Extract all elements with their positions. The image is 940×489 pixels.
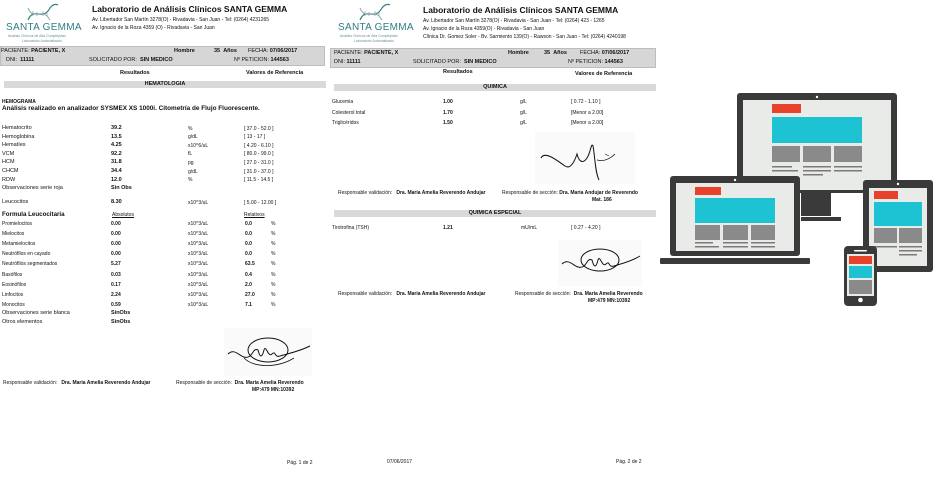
- formula-unit: x10^3/uL: [188, 281, 209, 288]
- formula-absolute: 0.03: [111, 271, 121, 278]
- obs-roja-value: Sin Obs: [111, 185, 132, 191]
- patient-name: PACIENTE, X: [31, 48, 66, 54]
- lab-title: Laboratorio de Análisis Clínicos SANTA GEMMA: [92, 4, 288, 14]
- reference-column-header: Valores de Referencia: [246, 70, 304, 76]
- test-unit: mU/mL: [521, 225, 538, 231]
- page-number-2: Pág. 2 de 2: [616, 459, 642, 465]
- formula-unit: x10^3/uL: [188, 261, 209, 268]
- formula-relative: 63.5: [245, 261, 255, 268]
- smartphone-icon: [844, 246, 877, 306]
- report-page-1: [0, 0, 325, 489]
- test-value: 1.70: [443, 109, 453, 116]
- formula-absolute: 0.17: [111, 281, 121, 288]
- test-value: 1.00: [443, 99, 453, 105]
- patient-sex: Hombre: [508, 50, 529, 56]
- formula-unit: x10^3/uL: [188, 291, 209, 298]
- logo-subtitle: Laboratorio Automatizado: [354, 39, 394, 43]
- formula-unit: x10^3/uL: [188, 241, 209, 248]
- test-reference: [ 13 - 17 ]: [244, 134, 266, 141]
- validation-responsible: Responsable validación: Dra. Maria Amelia Reverendo Andujar: [3, 380, 151, 386]
- logo-tagline: Análisis Clínicos de Alta Complejidad: [8, 34, 66, 38]
- formula-percent: %: [271, 221, 276, 227]
- formula-percent: %: [271, 231, 276, 238]
- test-name: VCM: [2, 150, 15, 157]
- test-value: 12.0: [111, 176, 122, 183]
- formula-absolute: 0.59: [111, 301, 121, 308]
- page-number-1: Pág. 1 de 2: [287, 460, 313, 466]
- absolutos-header: Absolutos: [112, 212, 134, 218]
- analyzer-note: Análisis realizado en analizador SYSMEX XS 1000i. Citometría de Flujo Fluorescente.: [2, 105, 260, 112]
- test-reference: [ 4.20 - 6.10 ]: [244, 142, 274, 149]
- request-number: Nº PETICION: 144563: [234, 57, 289, 63]
- formula-relative: 0.0: [245, 221, 252, 227]
- formula-absolute: 5.27: [111, 261, 121, 268]
- formula-name: Neutrófilos segmentados: [2, 261, 58, 268]
- test-value: 31.8: [111, 159, 122, 166]
- reference-column-header: Valores de Referencia: [575, 71, 633, 77]
- logo-name: SANTA GEMMA: [338, 22, 414, 33]
- patient-dni: DNI: 11111: [334, 59, 361, 65]
- test-unit: fL: [188, 151, 193, 158]
- formula-absolute: 0.00: [111, 241, 121, 248]
- signature-icon: [535, 132, 635, 184]
- formula-percent: %: [271, 281, 276, 288]
- test-name: Hematocrito: [2, 125, 32, 131]
- test-value: 1.21: [443, 225, 453, 231]
- lab-logo-2: [336, 2, 414, 44]
- formula-percent: %: [271, 271, 276, 278]
- formula-percent: %: [271, 301, 276, 308]
- test-unit: x10^6/uL: [188, 142, 209, 149]
- test-reference: [ 80.0 - 99.0 ]: [244, 151, 274, 158]
- formula-name: Metamielocitos: [2, 241, 36, 248]
- patient-sex: Hombre: [174, 48, 195, 54]
- results-column-header: Resultados: [443, 69, 473, 75]
- test-name: HCM: [2, 159, 15, 166]
- section-responsible: Responsable de sección: Dra. Maria Amelia Reverendo: [515, 291, 643, 297]
- section-quimica-especial: QUIMICA ESPECIAL: [334, 210, 656, 217]
- test-reference: [ 31.0 - 37.0 ]: [244, 168, 274, 175]
- test-reference: [ 0.72 - 1.10 ]: [571, 99, 601, 105]
- signature-image: [535, 132, 635, 184]
- test-reference: [ 27.0 - 31.0 ]: [244, 159, 274, 166]
- formula-name: Eosinófilos: [2, 281, 27, 288]
- test-value: 13.5: [111, 133, 122, 140]
- section-responsible-mat: MP:479 MN:10392: [252, 387, 295, 393]
- lab-address-1: Av. Libertador San Martín 3278(O) - Rivadavia - San Juan - Tel: (0264) 4231265: [92, 17, 270, 23]
- lab-logo: [4, 2, 82, 44]
- test-name: Hemoglobina: [2, 133, 35, 140]
- formula-name: Monocitos: [2, 301, 25, 308]
- validation-responsible: Responsable validación: Dra. Maria Amelia Reverendo Andujar: [338, 291, 486, 297]
- test-reference: [Menor a 2.00]: [571, 120, 604, 126]
- formula-name: Basófilos: [2, 271, 23, 278]
- test-value: 34.4: [111, 168, 122, 174]
- leucocitos-value: 8.30: [111, 199, 122, 205]
- test-name: RDW: [2, 176, 16, 183]
- test-value: 1.50: [443, 120, 453, 126]
- test-unit: %: [188, 177, 193, 184]
- dna-logo-icon: [356, 2, 392, 24]
- section-responsible-mat: Mat. 186: [592, 197, 612, 203]
- patient-label: PACIENTE: PACIENTE, X: [334, 50, 399, 56]
- patient-age: 35 Años: [214, 48, 237, 54]
- formula-relative: 27.0: [245, 291, 255, 298]
- obs-roja-label: Observaciones serie roja: [2, 185, 63, 191]
- test-name: Tirotrofina (TSH): [332, 225, 370, 231]
- otros-label: Otros elementos: [2, 319, 43, 325]
- formula-unit: x10^3/uL: [188, 251, 209, 258]
- logo-name: SANTA GEMMA: [6, 22, 82, 33]
- test-name: CHCM: [2, 168, 19, 174]
- test-unit: g/L: [520, 109, 527, 116]
- formula-relative: 0.0: [245, 241, 252, 248]
- lab-address-3: Clínica Dr. Gomez Soler - Bv. Sarmiento 139(O) - Rawson - San Juan - Tel: (0264) 4240198: [423, 34, 626, 40]
- lab-address-2: Av. Ignacio de la Roza 4359 (O) - Rivadavia - San Juan: [92, 25, 215, 31]
- patient-name: PACIENTE, X: [364, 50, 399, 56]
- signature-icon: [224, 328, 312, 376]
- signature-image: [224, 328, 312, 376]
- leucocitos-name: Leucocitos: [2, 199, 29, 205]
- test-name: Glucemia: [332, 99, 354, 105]
- formula-unit: x10^3/uL: [188, 271, 209, 278]
- test-unit: g/dL: [188, 134, 198, 141]
- footer-date: 07/06/2017: [387, 459, 413, 465]
- formula-relative: 7.1: [245, 301, 252, 308]
- patient-dni: DNI: 11111: [6, 57, 35, 63]
- formula-percent: %: [271, 261, 276, 268]
- formula-percent: %: [271, 251, 276, 258]
- test-unit: g/L: [520, 120, 527, 126]
- formula-name: Mielocitos: [2, 231, 25, 238]
- request-number: Nº PETICION: 144563: [568, 59, 623, 65]
- formula-absolute: 0.00: [111, 221, 121, 227]
- formula-relative: 0.0: [245, 251, 252, 258]
- formula-name: Promielocitos: [2, 221, 33, 227]
- formula-relative: 0.4: [245, 271, 252, 278]
- report-date: FECHA: 07/06/2017: [248, 48, 298, 54]
- subsection-hemograma: HEMOGRAMA: [2, 99, 36, 105]
- test-name: Triglicéridos: [332, 120, 359, 126]
- results-column-header: Resultados: [120, 70, 150, 76]
- test-value: 4.25: [111, 142, 122, 149]
- logo-tagline: Análisis Clínicos de Alta Complejidad: [340, 34, 398, 38]
- formula-name: Neutrófilos en cayado: [2, 251, 51, 258]
- section-responsible: Responsable de sección: Dra. Maria Amelia Reverendo: [176, 380, 304, 386]
- test-name: Colesterol total: [332, 109, 366, 116]
- test-unit: g/L: [520, 99, 527, 105]
- formula-percent: %: [271, 241, 276, 248]
- formula-relative: 2.0: [245, 281, 252, 288]
- otros-value: SinObs: [111, 319, 131, 325]
- leucocitos-ref: [ 5.00 - 12.00 ]: [244, 200, 277, 206]
- section-responsible-mat: MP:479 MN:10392: [588, 298, 631, 304]
- test-unit: g/dL: [188, 168, 198, 175]
- formula-unit: x10^3/uL: [188, 221, 209, 227]
- test-reference: [ 0.27 - 4.20 ]: [571, 225, 601, 231]
- obs-blanca-label: Observaciones serie blanca: [2, 310, 70, 316]
- report-page-2: [330, 0, 658, 489]
- logo-subtitle: Laboratorio Automatizado: [22, 39, 62, 43]
- test-value: 92.2: [111, 150, 122, 157]
- requested-by: SOLICITADO POR: SIN MEDICO: [413, 59, 497, 65]
- formula-name: Linfocitos: [2, 291, 24, 298]
- test-unit: pg: [188, 159, 194, 166]
- test-reference: [Menor a 2.00]: [571, 109, 604, 116]
- test-reference: [ 37.0 - 52.0 ]: [244, 125, 274, 132]
- dna-logo-icon: [24, 2, 60, 24]
- test-unit: %: [188, 125, 193, 132]
- lab-address-2: Av. Ignacio de la Roza 4359(O) - Rivadavia - San Juan: [423, 26, 545, 32]
- report-date: FECHA: 07/06/2017: [580, 50, 630, 56]
- responsive-devices-illustration: [655, 80, 938, 310]
- signature-image: [558, 240, 642, 286]
- formula-unit: x10^3/uL: [188, 231, 209, 238]
- test-value: 39.2: [111, 125, 122, 131]
- laptop-icon: [660, 176, 810, 264]
- devices-icon: [655, 80, 938, 310]
- section-hematologia: HEMATOLOGIA: [4, 81, 326, 88]
- formula-unit: x10^3/uL: [188, 301, 209, 308]
- formula-title: Formula Leucocitaria: [2, 211, 65, 218]
- test-reference: [ 11.5 - 14.5 ]: [244, 177, 274, 184]
- formula-percent: %: [271, 291, 276, 298]
- patient-age: 35 Años: [544, 50, 567, 56]
- formula-relative: 0.0: [245, 231, 252, 238]
- section-responsible: Responsable de sección: Dra. Maria Andujar de Reverendo: [502, 190, 638, 196]
- requested-by: SOLICITADO POR: SIN MEDICO: [89, 57, 173, 63]
- patient-label: PACIENTE: PACIENTE, X: [1, 48, 66, 54]
- section-quimica: QUIMICA: [334, 84, 656, 91]
- validation-responsible: Responsable validación: Dra. Maria Amelia Reverendo Andujar: [338, 190, 486, 196]
- test-name: Hematíes: [2, 142, 26, 149]
- lab-title-2: Laboratorio de Análisis Clínicos SANTA GEMMA: [423, 5, 619, 15]
- formula-absolute: 0.00: [111, 251, 121, 258]
- formula-absolute: 0.00: [111, 231, 121, 238]
- relativos-header: Relativos: [244, 212, 265, 218]
- lab-address-1: Av. Libertador San Martín 3278(O) - Rivadavia - San Juan - Tel: (0264) 423 - 1265: [423, 18, 605, 24]
- formula-absolute: 2.24: [111, 291, 121, 298]
- leucocitos-unit: x10^3/uL: [188, 200, 209, 206]
- obs-blanca-value: SinObs: [111, 310, 131, 316]
- signature-icon: [558, 240, 642, 286]
